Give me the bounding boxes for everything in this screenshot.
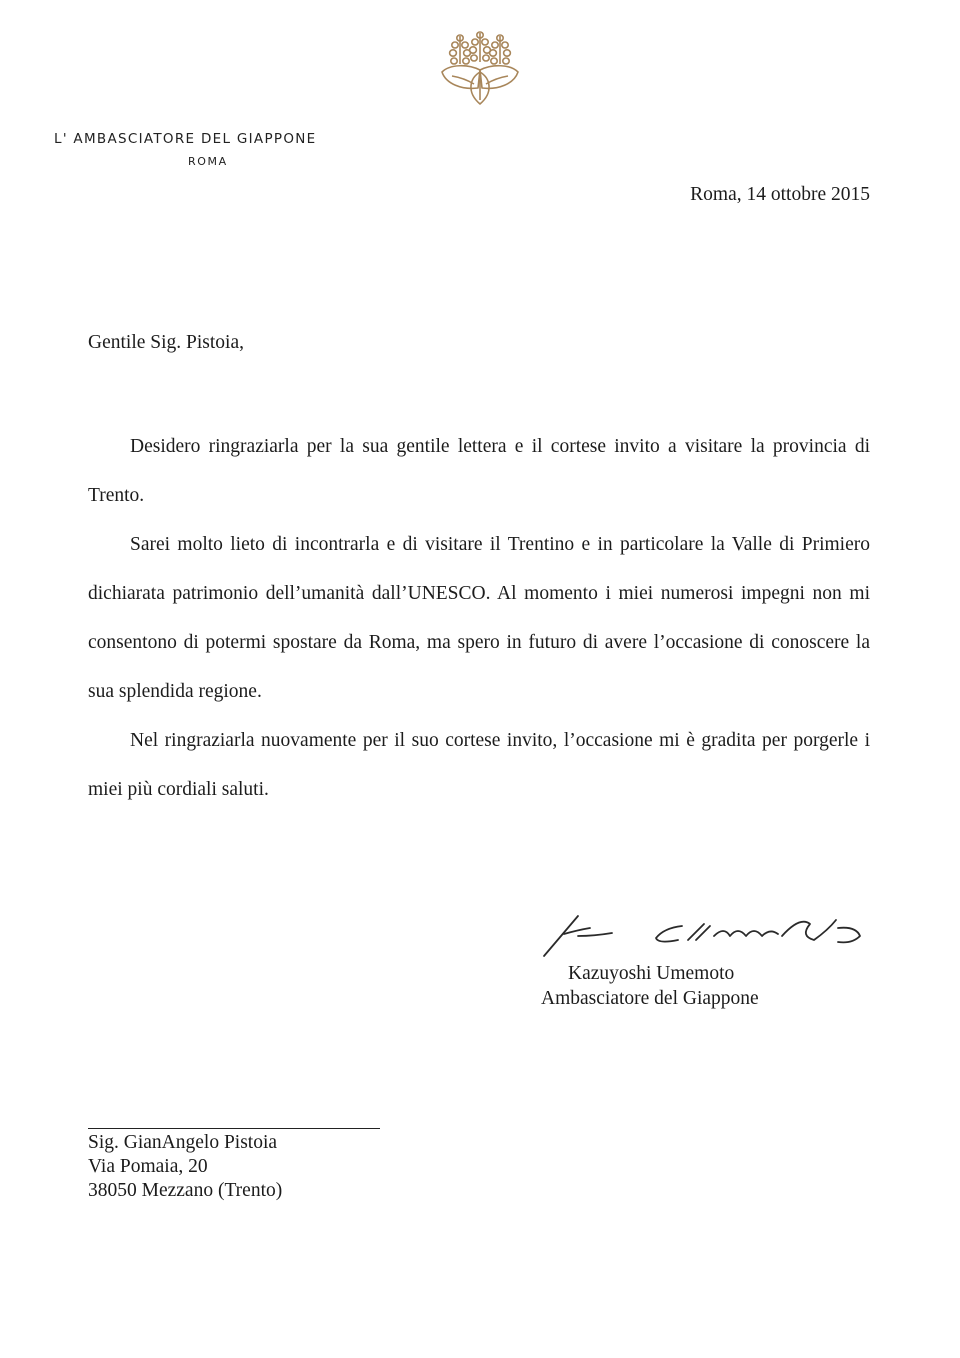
recipient-address <box>88 1131 282 1203</box>
flower-stalk-center-icon <box>470 32 491 62</box>
paragraph-2: Sarei molto lieto di incontrarla e di visitare il Trentino e in particolare la Valle di Primiero dichiarata patrimonio dell’umanità dall’UNESCO. Al momento i miei numerosi impegni non mi consentono di potermi spostare da Roma, ma spero in futuro di avere l’occasione di conoscere la sua splendida regione. <box>88 534 870 702</box>
letter-body <box>88 422 870 814</box>
paulownia-crest-icon <box>438 30 522 106</box>
letterhead-city: ROMA <box>188 155 228 168</box>
handwritten-signature <box>538 906 878 966</box>
letterhead-title: L' AMBASCIATORE DEL GIAPPONE <box>54 131 317 147</box>
flower-stalk-left-icon <box>450 35 471 64</box>
leaves-icon <box>442 66 518 104</box>
recipient-street: Via Pomaia, 20 <box>88 1156 208 1177</box>
recipient-divider <box>88 1128 380 1129</box>
paragraph-1: Desidero ringraziarla per la sua gentile lettera e il cortese invito a visitare la provincia di Trento. <box>88 436 870 506</box>
recipient-name: Sig. GianAngelo Pistoia <box>88 1132 278 1153</box>
signer-name: Kazuyoshi Umemoto <box>568 963 735 984</box>
flower-stalk-right-icon <box>490 35 511 64</box>
signer-block <box>541 961 759 1011</box>
recipient-city: 38050 Mezzano (Trento) <box>88 1180 283 1201</box>
salutation: Gentile Sig. Pistoia, <box>88 332 244 353</box>
signer-role: Ambasciatore del Giappone <box>541 988 759 1009</box>
letter-date: Roma, 14 ottobre 2015 <box>690 184 870 205</box>
paragraph-3: Nel ringraziarla nuovamente per il suo cortese invito, l’occasione mi è gradita per porgerle i miei più cordiali saluti. <box>88 730 870 800</box>
